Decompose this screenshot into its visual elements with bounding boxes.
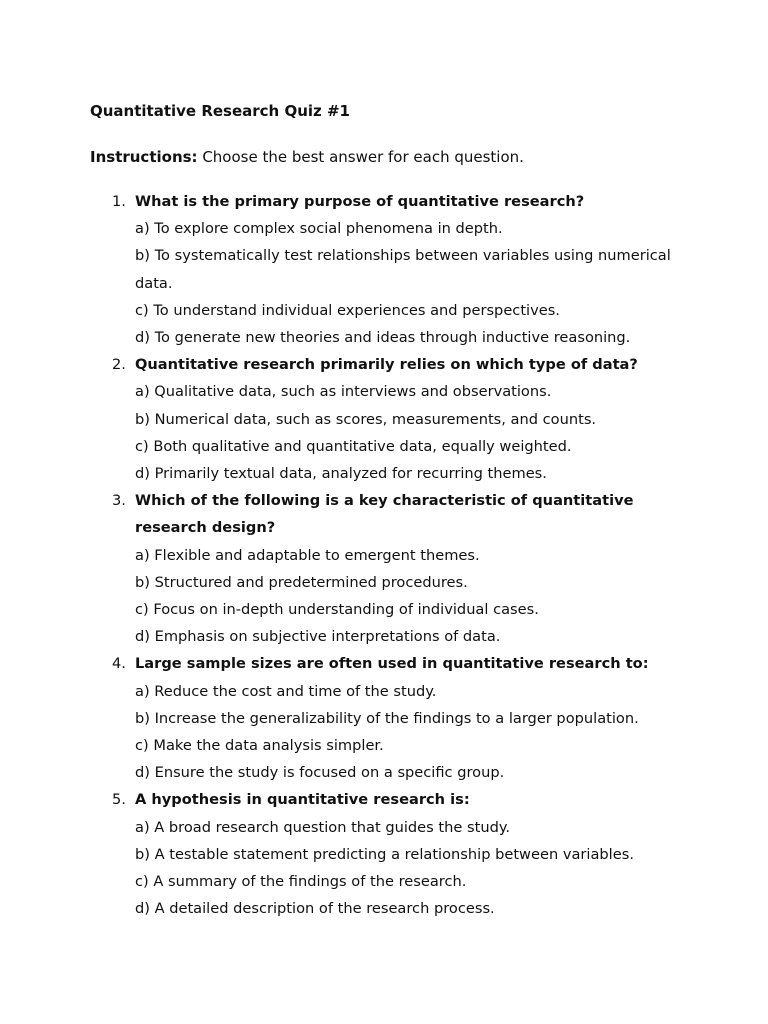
answer-option: c) Make the data analysis simpler. — [135, 737, 384, 755]
question-item — [90, 650, 690, 786]
answer-option: b) Increase the generalizability of the findings to a larger population. — [135, 709, 639, 727]
answer-option: d) Primarily textual data, analyzed for recurring themes. — [135, 465, 547, 483]
question-text: What is the primary purpose of quantitative research? — [135, 193, 585, 210]
answer-option: d) Ensure the study is focused on a specific group. — [135, 764, 505, 782]
question-text: Large sample sizes are often used in quantitative research to: — [135, 655, 649, 673]
answer-option: c) Both qualitative and quantitative data, equally weighted. — [135, 437, 572, 455]
answer-option: b) Numerical data, such as scores, measurements, and counts. — [135, 410, 597, 428]
answer-option: a) Flexible and adaptable to emergent themes. — [135, 546, 480, 564]
question-number: 5. — [112, 791, 126, 809]
answer-option: a) Qualitative data, such as interviews and observations. — [135, 383, 552, 401]
answer-option: b) A testable statement predicting a relationship between variables. — [135, 845, 634, 863]
question-number: 2. — [112, 356, 126, 374]
answer-option: c) Focus on in-depth understanding of individual cases. — [135, 601, 539, 619]
answer-option: d) A detailed description of the research process. — [135, 900, 495, 918]
answer-option: b) To systematically test relationships between variables using numerical data. — [135, 247, 671, 292]
instructions — [90, 147, 524, 167]
instructions-text: Choose the best answer for each question. — [197, 148, 524, 166]
answer-option: d) Emphasis on subjective interpretations of data. — [135, 628, 501, 646]
answer-option: c) To understand individual experiences and perspectives. — [135, 301, 560, 319]
answer-option: c) A summary of the findings of the research. — [135, 873, 467, 891]
question-number: 1. — [112, 193, 126, 210]
document-title: Quantitative Research Quiz #1 — [90, 102, 350, 120]
question-item — [90, 786, 690, 922]
question-item — [90, 351, 690, 487]
question-item — [90, 487, 690, 650]
answer-option: d) To generate new theories and ideas through inductive reasoning. — [135, 329, 631, 347]
answer-option: b) Structured and predetermined procedures. — [135, 573, 468, 591]
question-text: Quantitative research primarily relies on which type of data? — [135, 356, 638, 374]
question-number: 3. — [112, 492, 126, 510]
answer-option: a) To explore complex social phenomena in depth. — [135, 220, 503, 238]
instructions-label: Instructions: — [90, 148, 198, 166]
question-list — [90, 188, 690, 922]
question-text: A hypothesis in quantitative research is: — [135, 791, 470, 809]
question-number: 4. — [112, 655, 126, 673]
question-text: Which of the following is a key characteristic of quantitative research design? — [135, 492, 634, 537]
answer-option: a) A broad research question that guides the study. — [135, 818, 511, 836]
question-item — [90, 188, 690, 351]
answer-option: a) Reduce the cost and time of the study. — [135, 682, 437, 700]
